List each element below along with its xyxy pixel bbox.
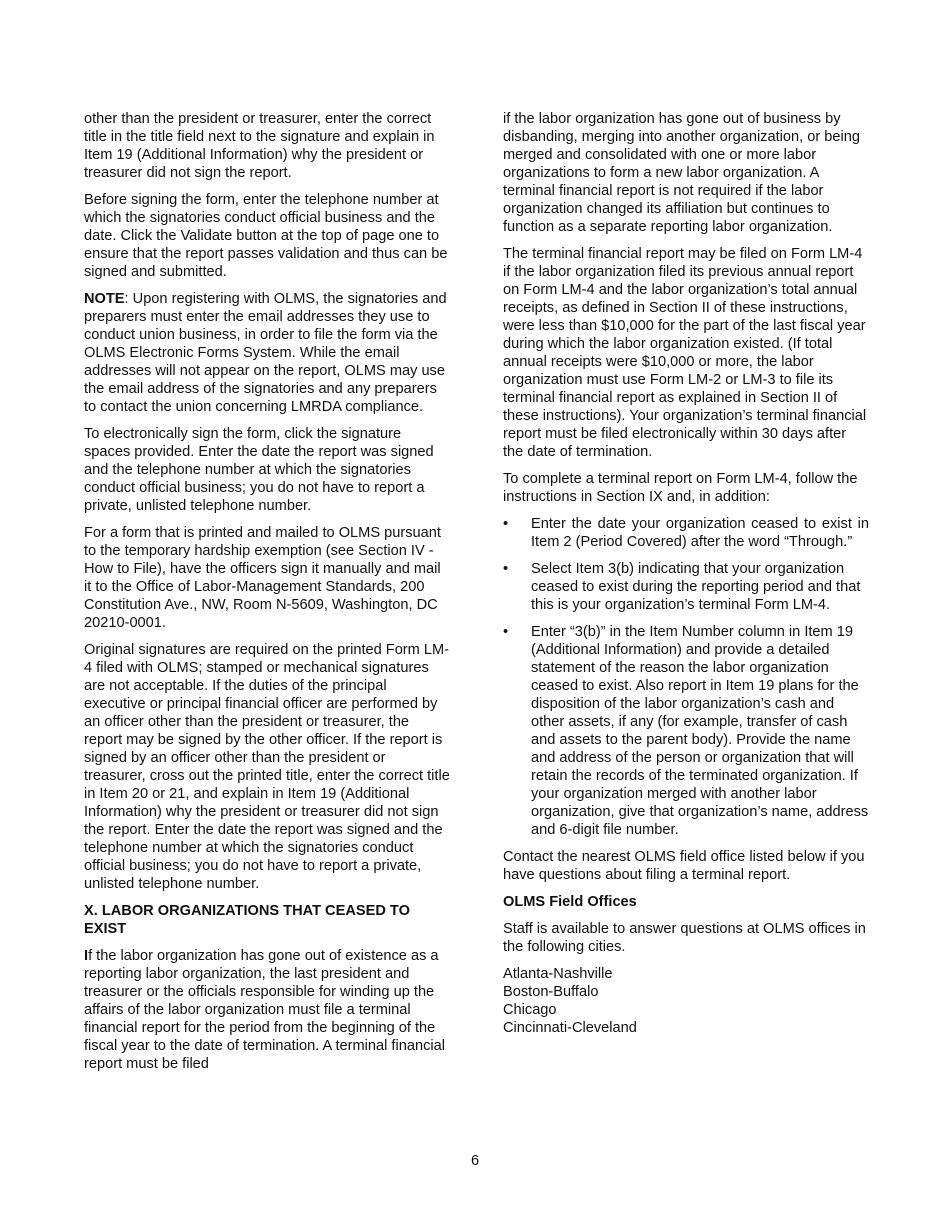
city-item: Cincinnati-Cleveland <box>503 1020 637 1036</box>
city-item: Chicago <box>503 1002 557 1018</box>
list-item <box>503 623 869 839</box>
terminal-report-intro-text: f the labor organization has gone out of existence as a reporting labor organization, the last president and treasurer or the officials responsible for winding up the affairs of the labor organization must file a terminal financial report for the period from the beginning of the fiscal year to the date of termination. A terminal financial report must be filed <box>84 948 445 1072</box>
terminal-report-intro-paragraph <box>84 947 450 1073</box>
note-label: NOTE <box>84 291 125 307</box>
list-item-text: Enter the date your organization ceased to exist in Item 2 (Period Covered) after the word “Through.” <box>531 516 869 550</box>
bullet-icon: • <box>503 624 509 640</box>
staff-available-paragraph: Staff is available to answer questions at OLMS offices in the following cities. <box>503 921 866 955</box>
bullet-icon: • <box>503 516 509 532</box>
list-item-text: Select Item 3(b) indicating that your organization ceased to exist during the reporting period and that this is your organization’s terminal Form LM-4. <box>531 561 861 613</box>
signature-title-paragraph: other than the president or treasurer, enter the correct title in the title field next to the signature and explain in Item 19 (Additional Information) why the president or treasurer did not sign the report. <box>84 111 435 181</box>
out-of-business-paragraph: if the labor organization has gone out of business by disbanding, merging into another organization, or being merged and consolidated with one or more labor organizations to form a new labor organization. A terminal financial report is not required if the labor organization changed its affiliation but continues to function as a separate reporting labor organization. <box>503 111 860 235</box>
drop-letter: I <box>84 948 89 964</box>
list-item <box>503 515 869 551</box>
list-item-text: Enter “3(b)” in the Item Number column in Item 19 (Additional Information) and provide a detailed statement of the reason the labor organization ceased to exist. Also report in Item 19 plans for the disposition of the labor organization’s cash and other assets, if any (for example, transfer of cash and assets to the parent body). Provide the name and address of the person or organization that will retain the records of the terminated organization. If your organization merged with another labor organization, give that organization’s name, address and 6-digit file number. <box>531 624 869 838</box>
note-text: : Upon registering with OLMS, the signatories and preparers must enter the email addresses they use to conduct union business, in order to file the form via the OLMS Electronic Forms System. While the email addresses will not appear on the report, OLMS may use the email address of the signatories and any preparers to contact the union concerning LMRDA compliance. <box>84 291 447 415</box>
list-item <box>503 560 869 614</box>
page-number: 6 <box>470 1153 480 1169</box>
city-item: Boston-Buffalo <box>503 984 599 1000</box>
electronic-sign-paragraph: To electronically sign the form, click the signature spaces provided. Enter the date the report was signed and the telephone number at which the signatories conduct official business; you do not have to report a private, unlisted telephone number. <box>84 426 434 514</box>
left-column <box>84 110 450 1082</box>
hardship-mail-paragraph: For a form that is printed and mailed to OLMS pursuant to the temporary hardship exemption (see Section IV - How to File), have the officers sign it manually and mail it to the Office of Labor-Management Standards, 200 Constitution Ave., NW, Room N-5609, Washington, DC 20210-0001. <box>84 525 441 631</box>
terminal-report-steps-list <box>503 515 869 839</box>
note-paragraph <box>84 290 450 416</box>
right-column <box>503 110 869 1046</box>
city-list <box>503 965 869 1037</box>
city-item: Atlanta-Nashville <box>503 966 613 982</box>
field-offices-heading: OLMS Field Offices <box>503 894 637 910</box>
original-signatures-paragraph: Original signatures are required on the printed Form LM-4 filed with OLMS; stamped or mechanical signatures are not acceptable. If the duties of the principal executive or principal financial officer are performed by an officer other than the president or treasurer, the report may be signed by the other officer. If the report is signed by an officer other than the president or treasurer, cross out the printed title, enter the correct title in Item 20 or 21, and explain in Item 19 (Additional Information) why the president or treasurer did not sign the report. Enter the date the report was signed and the telephone number at which the signatories conduct official business; you do not have to report a private, unlisted telephone number. <box>84 642 450 892</box>
complete-terminal-report-paragraph: To complete a terminal report on Form LM-4, follow the instructions in Section IX and, in addition: <box>503 471 858 505</box>
contact-field-office-paragraph: Contact the nearest OLMS field office listed below if you have questions about filing a terminal report. <box>503 849 865 883</box>
telephone-date-paragraph: Before signing the form, enter the telephone number at which the signatories conduct official business and the date. Click the Validate button at the top of page one to ensure that the report passes validation and thus can be signed and submitted. <box>84 192 448 280</box>
bullet-icon: • <box>503 561 509 577</box>
form-lm4-eligibility-paragraph: The terminal financial report may be filed on Form LM-4 if the labor organization filed its previous annual report on Form LM-4 and the labor organization’s total annual receipts, as defined in Section II of these instructions, were less than $10,000 for the part of the last fiscal year during which the labor organization existed. (If total annual receipts were $10,000 or more, the labor organization must use Form LM-2 or LM-3 to file its terminal financial report as explained in Section II of these instructions). Your organization’s terminal financial report must be filed electronically within 30 days after the date of termination. <box>503 246 867 460</box>
section-x-heading: X. LABOR ORGANIZATIONS THAT CEASED TO EXIST <box>84 903 410 937</box>
